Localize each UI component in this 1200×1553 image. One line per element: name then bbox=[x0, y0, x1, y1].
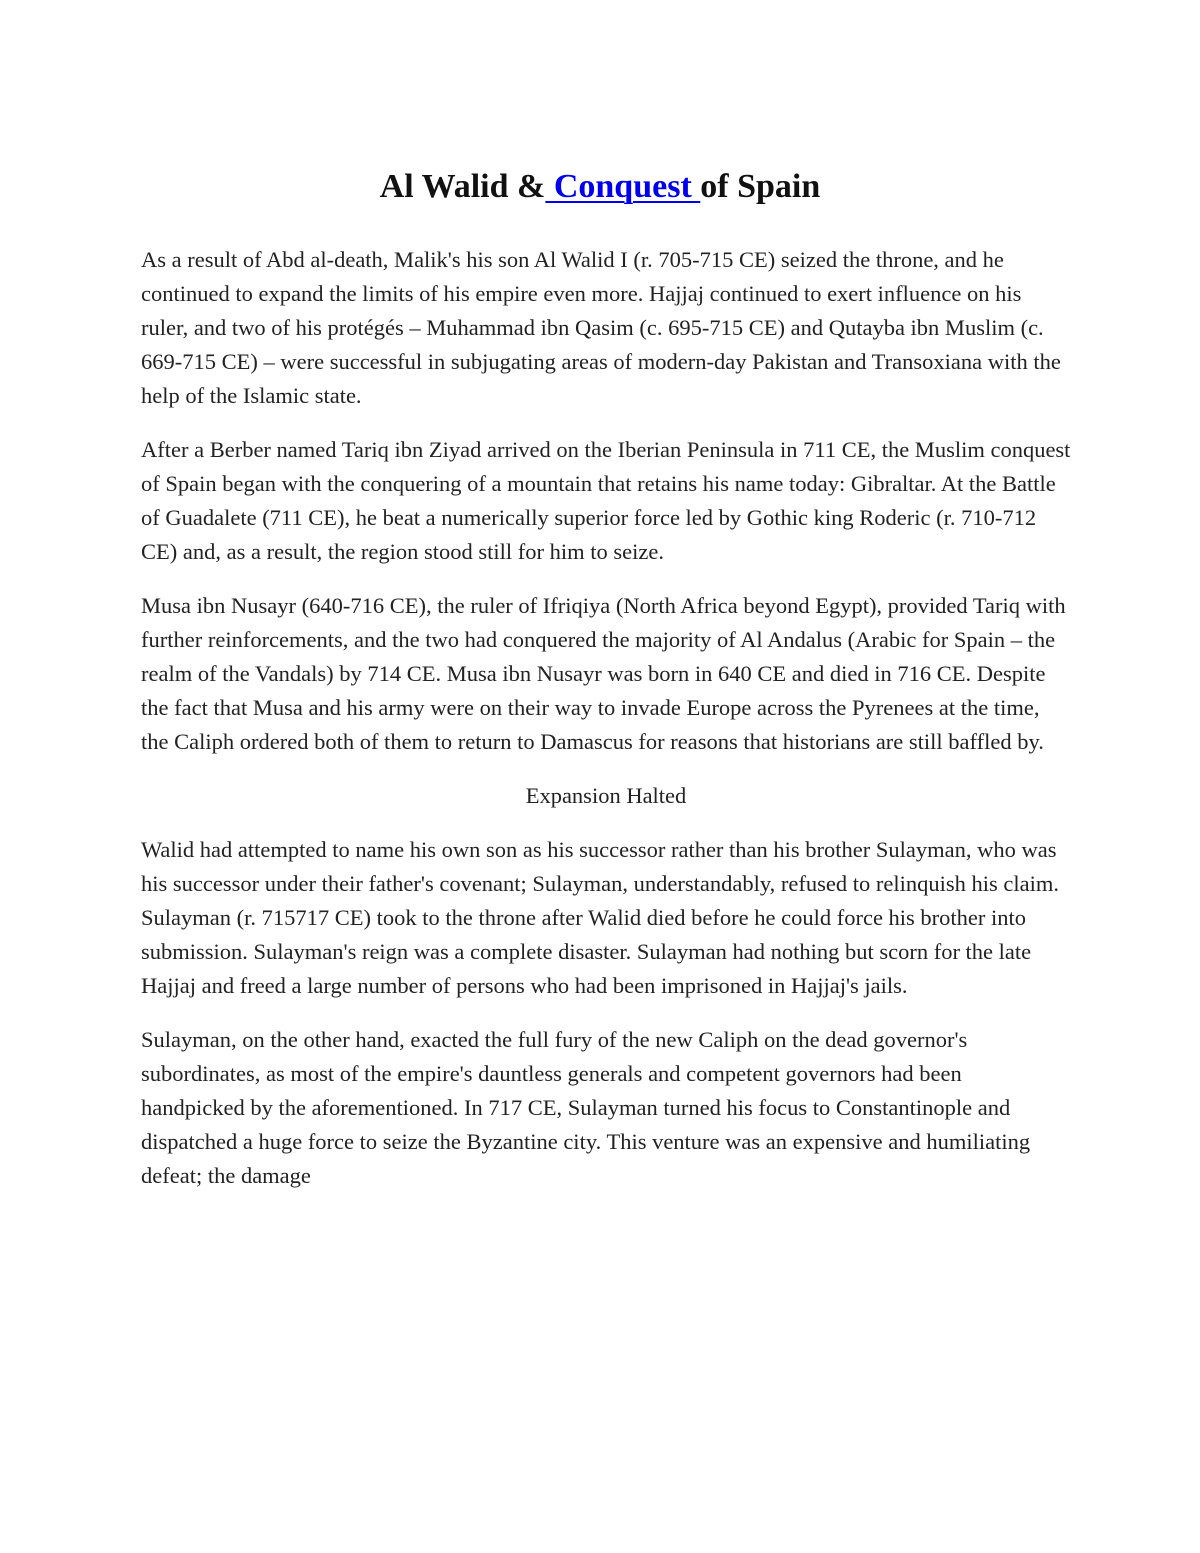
title-text-end: of Spain bbox=[700, 167, 821, 205]
title-text-start: Al Walid & bbox=[379, 167, 546, 205]
document-body bbox=[141, 243, 1071, 1213]
paragraph-walid-succession: As a result of Abd al-death, Malik's his son Al Walid I (r. 705-715 CE) seized the throne, and he continued to expand the limits of his empire even more. Hajjaj continued to exert influence on his ruler, and two of his protégés – Muhammad ibn Qasim (c. 695-715 CE) and Qutayba ibn Muslim (c. 669-715 CE) – were successful in subjugating areas of modern-day Pakistan and Transoxiana with the help of the Islamic state. bbox=[141, 247, 1061, 408]
conquest-link[interactable]: Conquest bbox=[545, 167, 701, 205]
section-subheading: Expansion Halted bbox=[525, 783, 687, 808]
paragraph-constantinople: Sulayman, on the other hand, exacted the full fury of the new Caliph on the dead governor's subordinates, as most of the empire's dauntless generals and competent governors had been handpicked by the aforementioned. In 717 CE, Sulayman turned his focus to Constantinople and dispatched a huge force to seize the Byzantine city. This venture was an expensive and humiliating defeat; the damage bbox=[141, 1027, 1031, 1188]
paragraph-sulayman-succession: Walid had attempted to name his own son as his successor rather than his brother Sulayman, who was his successor under their father's covenant; Sulayman, understandably, refused to relinquish his claim. Sulayman (r. 715717 CE) took to the throne after Walid died before he could force his brother into submission. Sulayman's reign was a complete disaster. Sulayman had nothing but scorn for the late Hajjaj and freed a large number of persons who had been imprisoned in Hajjaj's jails. bbox=[141, 837, 1059, 998]
paragraph-tariq-gibraltar: After a Berber named Tariq ibn Ziyad arrived on the Iberian Peninsula in 711 CE, the Muslim conquest of Spain began with the conquering of a mountain that retains his name today: Gibraltar. At the Battle of Guadalete (711 CE), he beat a numerically superior force led by Gothic king Roderic (r. 710-712 CE) and, as a result, the region stood still for him to seize. bbox=[141, 437, 1071, 564]
document-title bbox=[0, 165, 1200, 209]
paragraph-musa-ibn-nusayr: Musa ibn Nusayr (640-716 CE), the ruler of Ifriqiya (North Africa beyond Egypt), provided Tariq with further reinforcements, and the two had conquered the majority of Al Andalus (Arabic for Spain – the realm of the Vandals) by 714 CE. Musa ibn Nusayr was born in 640 CE and died in 716 CE. Despite the fact that Musa and his army were on their way to invade Europe across the Pyrenees at the time, the Caliph ordered both of them to return to Damascus for reasons that historians are still baffled by. bbox=[141, 593, 1066, 754]
